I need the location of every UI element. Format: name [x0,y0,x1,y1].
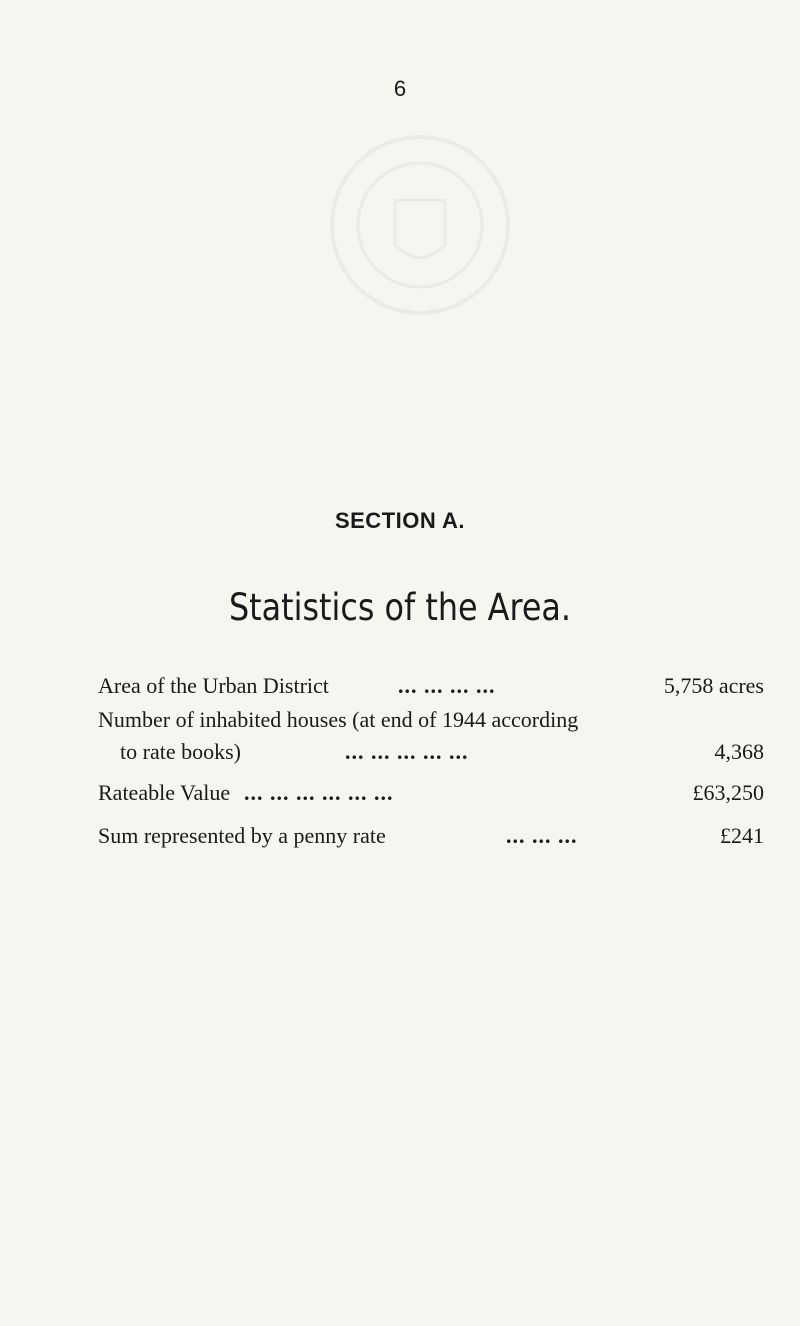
dot-leader: ... ... ... [506,823,578,848]
stat-value-area: 5,758 acres [663,673,764,698]
stat-label-rateable-value: Rateable Value [98,780,231,805]
page-number: 6 [393,76,407,101]
stat-row-penny-rate [98,820,764,854]
dot-leader: ... ... ... ... ... [345,739,469,764]
stat-label-houses: Number of inhabited houses (at end of 1944 according [98,707,579,732]
dot-leader: ... ... ... ... [398,673,496,698]
stat-row-area [98,670,764,704]
dot-leader: ... ... ... ... ... ... [244,780,394,805]
stat-row-rateable-value [98,777,764,811]
watermark-seal-icon [325,130,515,320]
stat-label-penny-rate: Sum represented by a penny rate [98,823,386,848]
stat-label-houses-continued: to rate books) [120,739,241,764]
stat-row-houses [98,704,764,772]
stat-label-area: Area of the Urban District [98,673,329,698]
stat-value-houses: 4,368 [714,739,764,764]
page-title: Statistics of the Area. [228,586,572,629]
stat-value-penny-rate: £241 [720,823,764,848]
stat-value-rateable-value: £63,250 [692,780,764,805]
section-heading: SECTION A. [334,508,466,533]
